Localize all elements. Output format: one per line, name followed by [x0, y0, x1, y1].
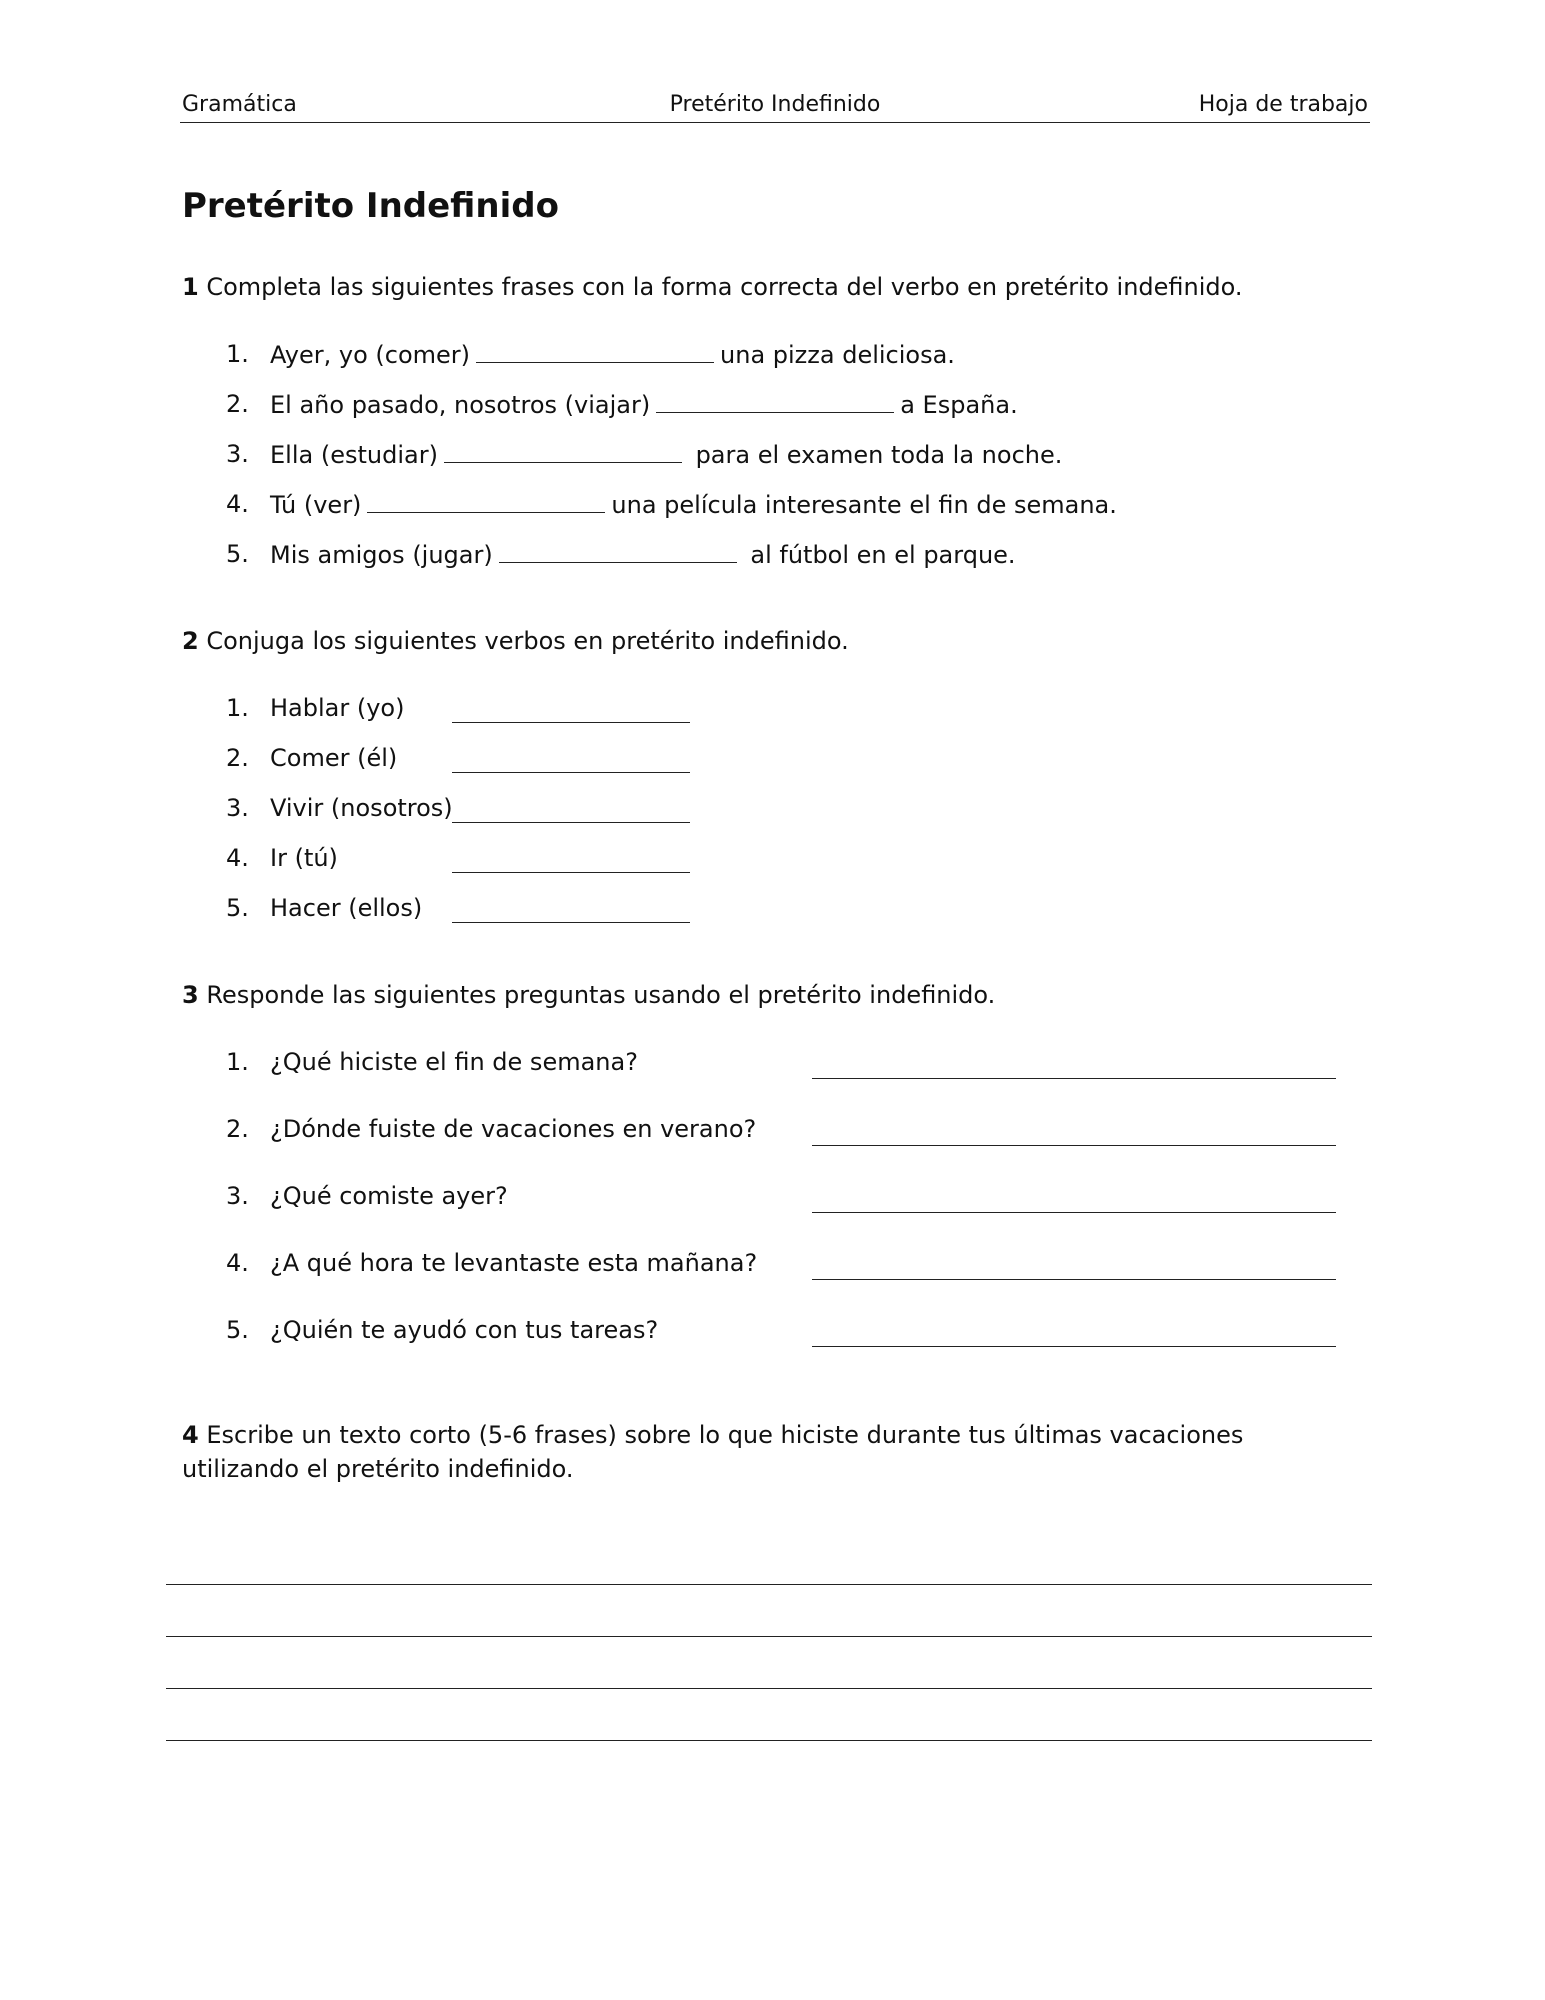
list-item: [226, 390, 249, 418]
instruction-text: Conjuga los siguientes verbos en pretérito indefinido.: [206, 627, 849, 655]
writing-line[interactable]: [166, 1740, 1372, 1741]
item-number: 3.: [226, 794, 249, 822]
answer-line[interactable]: [812, 1346, 1336, 1347]
section-number: 1: [182, 273, 199, 301]
answer-line[interactable]: [812, 1078, 1336, 1079]
answer-line[interactable]: [812, 1212, 1336, 1213]
writing-line[interactable]: [166, 1636, 1372, 1637]
question-text: ¿Quién te ayudó con tus tareas?: [270, 1316, 659, 1344]
list-item: [226, 844, 249, 872]
question-text: ¿Qué comiste ayer?: [270, 1182, 508, 1210]
page-header: [180, 88, 1370, 123]
answer-blank[interactable]: [452, 822, 690, 823]
item-continuation: para el examen toda la noche.: [687, 441, 1063, 469]
list-item: [226, 694, 249, 722]
item-prompt: Ella (estudiar): [270, 441, 438, 469]
answer-blank[interactable]: [452, 922, 690, 923]
item-prompt: Ayer, yo (comer): [270, 341, 471, 369]
item-number: 4.: [226, 1249, 249, 1277]
answer-blank[interactable]: [499, 540, 737, 563]
list-item: [226, 894, 249, 922]
item-number: 3.: [226, 1182, 249, 1210]
instruction-text: Responde las siguientes preguntas usando el pretérito indefinido.: [206, 981, 996, 1009]
item-number: 3.: [226, 440, 249, 468]
header-right: Hoja de trabajo: [1198, 92, 1368, 117]
section-2-instruction: [182, 624, 1362, 658]
item-number: 1.: [226, 1048, 249, 1076]
item-prompt: Tú (ver): [270, 491, 362, 519]
item-number: 5.: [226, 894, 249, 922]
list-item: [226, 540, 249, 568]
item-number: 2.: [226, 390, 249, 418]
item-continuation: una película interesante el fin de semana.: [611, 491, 1117, 519]
question-text: ¿Dónde fuiste de vacaciones en verano?: [270, 1115, 757, 1143]
instruction-text: Escribe un texto corto (5-6 frases) sobre lo que hiciste durante tus últimas vacaciones utilizando el pretérito indefinido.: [182, 1421, 1244, 1483]
item-number: 5.: [226, 540, 249, 568]
item-number: 4.: [226, 844, 249, 872]
item-prompt: Mis amigos (jugar): [270, 541, 493, 569]
list-item: [226, 1316, 249, 1344]
answer-blank[interactable]: [452, 872, 690, 873]
header-left: Gramática: [182, 92, 297, 117]
list-item: [226, 340, 249, 368]
answer-blank[interactable]: [452, 722, 690, 723]
list-item: [226, 1115, 249, 1143]
list-item: [226, 1182, 249, 1210]
list-item: [226, 1249, 249, 1277]
page-title: Pretérito Indefinido: [182, 186, 559, 226]
item-continuation: a España.: [900, 391, 1018, 419]
question-text: ¿A qué hora te levantaste esta mañana?: [270, 1249, 758, 1277]
answer-blank[interactable]: [452, 772, 690, 773]
item-continuation: al fútbol en el parque.: [742, 541, 1016, 569]
writing-line[interactable]: [166, 1688, 1372, 1689]
item-continuation: una pizza deliciosa.: [720, 341, 955, 369]
list-item-text: [270, 490, 1117, 519]
item-number: 2.: [226, 744, 249, 772]
answer-line[interactable]: [812, 1279, 1336, 1280]
item-number: 1.: [226, 694, 249, 722]
item-prompt: El año pasado, nosotros (viajar): [270, 391, 651, 419]
verb-prompt: Vivir (nosotros): [270, 794, 453, 822]
verb-prompt: Ir (tú): [270, 844, 338, 872]
list-item-text: [270, 340, 955, 369]
section-1-instruction: [182, 270, 1362, 304]
list-item-text: [270, 390, 1018, 419]
answer-blank[interactable]: [367, 490, 605, 513]
list-item: [226, 1048, 249, 1076]
verb-prompt: Hacer (ellos): [270, 894, 423, 922]
section-number: 2: [182, 627, 199, 655]
header-center: Pretérito Indefinido: [669, 92, 881, 117]
answer-blank[interactable]: [656, 390, 894, 413]
answer-blank[interactable]: [444, 440, 682, 463]
writing-line[interactable]: [166, 1584, 1372, 1585]
list-item: [226, 440, 249, 468]
list-item: [226, 794, 249, 822]
list-item: [226, 744, 249, 772]
answer-blank[interactable]: [476, 340, 714, 363]
verb-prompt: Comer (él): [270, 744, 398, 772]
list-item-text: [270, 540, 1016, 569]
item-number: 1.: [226, 340, 249, 368]
item-number: 2.: [226, 1115, 249, 1143]
item-number: 4.: [226, 490, 249, 518]
answer-line[interactable]: [812, 1145, 1336, 1146]
item-number: 5.: [226, 1316, 249, 1344]
question-text: ¿Qué hiciste el fin de semana?: [270, 1048, 638, 1076]
verb-prompt: Hablar (yo): [270, 694, 405, 722]
section-number: 4: [182, 1421, 199, 1449]
section-4-instruction: [182, 1418, 1332, 1486]
instruction-text: Completa las siguientes frases con la forma correcta del verbo en pretérito indefinido.: [206, 273, 1243, 301]
list-item-text: [270, 440, 1062, 469]
list-item: [226, 490, 249, 518]
section-number: 3: [182, 981, 199, 1009]
section-3-instruction: [182, 978, 1362, 1012]
